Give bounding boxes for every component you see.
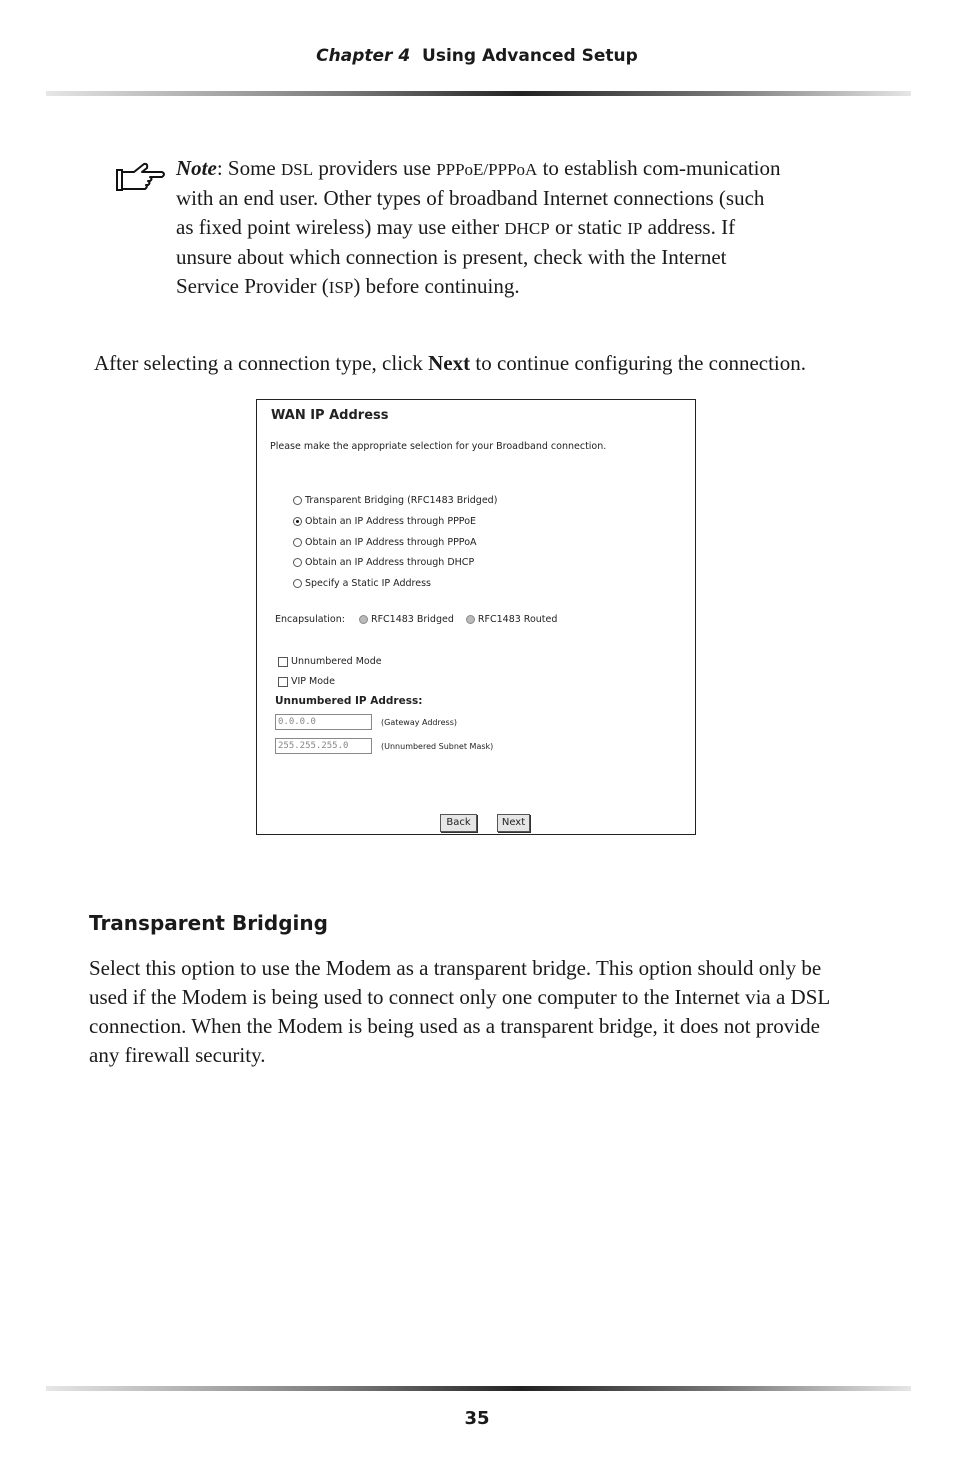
note-pppoe: PPPoE/PPPoA: [436, 160, 538, 179]
header-rule: [46, 91, 911, 96]
page-header: [0, 46, 954, 66]
encapsulation-label: Encapsulation:: [275, 614, 345, 625]
section-body: Select this option to use the Modem as a transparent bridge. This option should only be used if the Modem is being used to connect only one computer to the Internet via a DSL connection. When the Modem is being used as a transparent bridge, it does not provide any firewall security.: [89, 956, 830, 1067]
note-label: Note: [176, 156, 217, 180]
panel-title: WAN IP Address: [271, 408, 389, 423]
instruction-next: Next: [428, 351, 471, 375]
chapter-title: Using Advanced Setup: [422, 46, 638, 66]
checkbox-icon[interactable]: [278, 677, 288, 687]
radio-selected-icon[interactable]: [293, 517, 302, 526]
subnet-note: (Unnumbered Subnet Mask): [381, 742, 494, 751]
pointing-hand-icon: [114, 160, 166, 194]
instruction-paragraph: [94, 349, 894, 378]
unnumbered-ip-label: Unnumbered IP Address:: [275, 695, 423, 707]
radio-icon[interactable]: [293, 558, 302, 567]
note-text: or static: [549, 215, 628, 239]
option-label: Obtain an IP Address through DHCP: [305, 557, 475, 568]
note-text: ) before continuing.: [353, 274, 520, 298]
next-button[interactable]: Next: [497, 814, 530, 832]
vip-mode-checkbox[interactable]: [278, 676, 335, 687]
radio-disabled-icon[interactable]: [359, 615, 368, 624]
wan-ip-screenshot: [256, 399, 696, 835]
option-pppoa[interactable]: [293, 537, 477, 548]
option-static-ip[interactable]: [293, 578, 431, 589]
note-text: address. If unsure about which connection is present, check with the Internet Service Provider (: [176, 215, 736, 298]
radio-icon[interactable]: [293, 579, 302, 588]
chapter-label: Chapter 4: [316, 46, 411, 66]
section-heading: Transparent Bridging: [89, 911, 328, 935]
note-ip: IP: [627, 219, 643, 238]
encap-bridged-label: RFC1483 Bridged: [370, 614, 454, 625]
option-dhcp[interactable]: [293, 557, 474, 568]
option-label: Specify a Static IP Address: [305, 578, 431, 589]
note-text: providers use: [313, 156, 437, 180]
note-dsl: DSL: [281, 160, 314, 179]
gateway-address-input[interactable]: 0.0.0.0: [275, 714, 372, 730]
instruction-text: to continue configuring the connection.: [470, 351, 807, 375]
panel-description: Please make the appropriate selection for your Broadband connection.: [270, 441, 607, 452]
option-label: Transparent Bridging (RFC1483 Bridged): [305, 495, 498, 506]
option-label: Obtain an IP Address through PPPoA: [305, 537, 477, 548]
radio-disabled-icon[interactable]: [466, 615, 475, 624]
option-label: Obtain an IP Address through PPPoE: [305, 516, 477, 527]
note-isp: ISP: [328, 278, 354, 297]
note-text: to establish com-munication with an end user. Other types of broadband Internet connections (such as fixed point wireless) may use either: [176, 156, 781, 239]
option-transparent-bridging[interactable]: [293, 495, 497, 506]
note-dhcp: DHCP: [504, 219, 550, 238]
page-number: 35: [464, 1408, 490, 1429]
subnet-mask-input[interactable]: 255.255.255.0: [275, 738, 372, 754]
encapsulation-row: [275, 614, 557, 625]
instruction-text: After selecting a connection type, click: [94, 351, 429, 375]
note-paragraph: [176, 154, 786, 302]
radio-icon[interactable]: [293, 538, 302, 547]
checkbox-label: Unnumbered Mode: [291, 656, 382, 667]
checkbox-label: VIP Mode: [291, 676, 335, 687]
back-button[interactable]: Back: [440, 814, 477, 832]
gateway-note: (Gateway Address): [381, 718, 457, 727]
encap-routed-label: RFC1483 Routed: [477, 614, 558, 625]
unnumbered-mode-checkbox[interactable]: [278, 656, 382, 667]
radio-icon[interactable]: [293, 496, 302, 505]
note-text: : Some: [216, 156, 281, 180]
checkbox-icon[interactable]: [278, 657, 288, 667]
footer-rule: [46, 1386, 911, 1391]
option-pppoe[interactable]: [293, 516, 476, 527]
